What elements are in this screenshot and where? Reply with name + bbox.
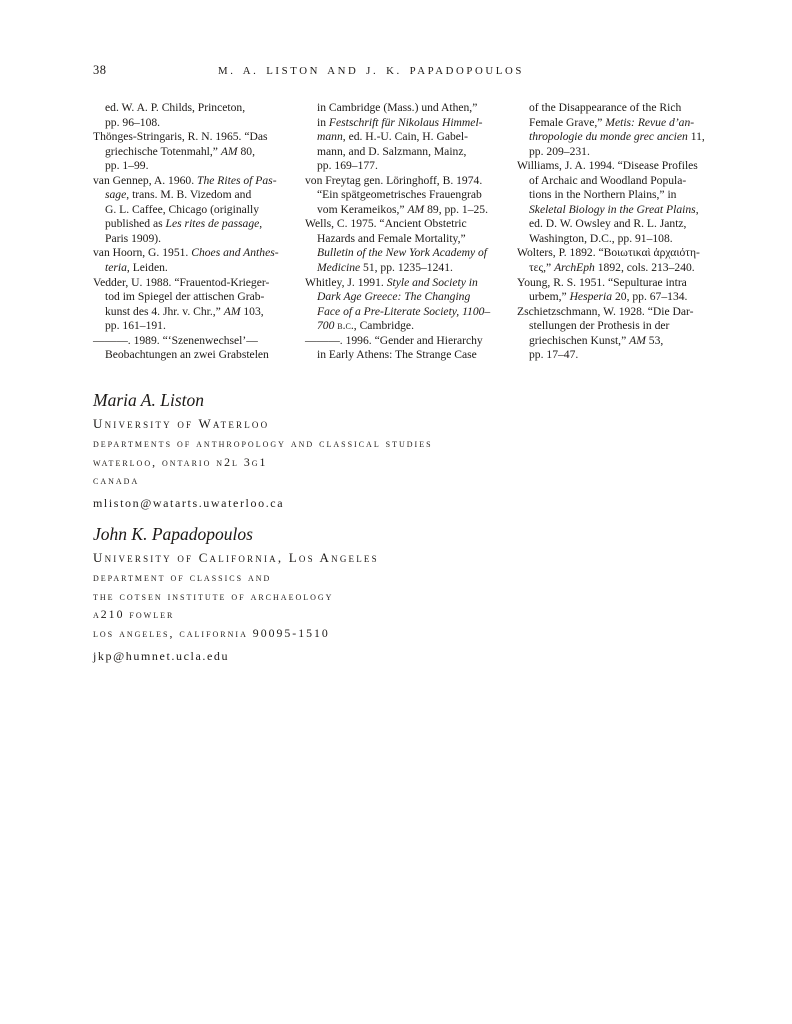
author-address-line: the cotsen institute of archaeology [93, 588, 334, 603]
bib-line: Washington, D.C., pp. 91–108. [529, 231, 673, 245]
page-number: 38 [93, 63, 107, 77]
bib-line: vom Kerameikos,” AM 89, pp. 1–25. [317, 202, 488, 216]
author-block [93, 390, 433, 510]
bib-line: ———. 1989. “‘Szenenwechsel’— [93, 333, 258, 347]
author-address-line: departments of anthropology and classical studies [93, 436, 433, 450]
bib-line: Paris 1909). [105, 231, 162, 245]
bib-line: ———. 1996. “Gender and Hierarchy [305, 333, 483, 347]
bib-line: griechische Totenmahl,” AM 80, [105, 144, 255, 158]
bib-line: mann, ed. H.-U. Cain, H. Gabel- [317, 130, 469, 144]
bib-line: Wells, C. 1975. “Ancient Obstetric [305, 217, 467, 231]
author-address-line: a210 fowler [93, 607, 175, 621]
bib-line: Beobachtungen an zwei Grabstelen [105, 348, 269, 362]
running-head: M. A. LISTON AND J. K. PAPADOPOULOS [218, 65, 524, 77]
bib-line: Female Grave,” Metis: Revue d’an- [529, 115, 695, 129]
bib-line: published as Les rites de passage, [105, 217, 263, 231]
bib-line: in Cambridge (Mass.) und Athen,” [317, 101, 478, 114]
bib-line: of Archaic and Woodland Popula- [529, 173, 687, 187]
bib-line: in Festschrift für Nikolaus Himmel- [317, 115, 483, 129]
bib-line: pp. 209–231. [529, 144, 590, 158]
bib-line: tions in the Northern Plains,” in [529, 188, 677, 202]
bib-line: Face of a Pre-Literate Society, 1100– [317, 304, 491, 318]
author-address-line: waterloo, ontario n2l 3g1 [93, 454, 268, 469]
bib-line: Thönges-Stringaris, R. N. 1965. “Das [93, 130, 268, 144]
bib-line: in Early Athens: The Strange Case [317, 348, 477, 362]
bib-line: mann, and D. Salzmann, Mainz, [317, 144, 467, 158]
bib-line: ed. W. A. P. Childs, Princeton, [105, 101, 246, 114]
bib-line: stellungen der Prothesis in der [529, 319, 670, 333]
bib-line: Vedder, U. 1988. “Frauentod-Krieger- [93, 275, 270, 289]
bib-line: Williams, J. A. 1994. “Disease Profiles [517, 159, 698, 173]
author-name: John K. Papadopoulos [93, 524, 253, 544]
bib-line: sage, trans. M. B. Vizedom and [105, 188, 252, 202]
bib-line: kunst des 4. Jhr. v. Chr.,” AM 103, [105, 304, 264, 318]
author-email: mliston@watarts.uwaterloo.ca [93, 496, 285, 510]
bib-line: τες,” ArchEph 1892, cols. 213–240. [529, 261, 695, 275]
author-email: jkp@humnet.ucla.edu [93, 648, 230, 663]
bib-line: Dark Age Greece: The Changing [317, 290, 471, 304]
bib-line: “Ein spätgeometrisches Frauengrab [317, 188, 482, 202]
bib-line: pp. 96–108. [105, 115, 161, 129]
page-header [93, 63, 732, 81]
authors-section [93, 390, 433, 663]
bib-line: pp. 1–99. [105, 159, 149, 173]
bib-line: Whitley, J. 1991. Style and Society in [305, 275, 478, 289]
author-address-line: department of classics and [93, 570, 272, 584]
author-address-line: canada [93, 473, 140, 487]
bib-line: von Freytag gen. Löringhoff, B. 1974. [305, 173, 483, 187]
author-address-line: los angeles, california 90095-1510 [93, 625, 330, 640]
bib-line: Medicine 51, pp. 1235–1241. [317, 261, 453, 275]
bib-line: Wolters, P. 1892. “Βοιωτικαὶ ἀρχαιότη- [517, 246, 700, 260]
bib-line: Bulletin of the New York Academy of [317, 246, 488, 260]
bib-line: Skeletal Biology in the Great Plains, [529, 202, 699, 216]
author-university: University of California, Los Angeles [93, 550, 379, 565]
bib-line: ed. D. W. Owsley and R. L. Jantz, [529, 217, 687, 231]
bib-line: van Gennep, A. 1960. The Rites of Pas- [93, 173, 277, 187]
bib-line: teria, Leiden. [105, 261, 168, 275]
bib-line: 700 b.c., Cambridge. [317, 319, 414, 333]
author-university: University of Waterloo [93, 416, 270, 431]
bib-line: Hazards and Female Mortality,” [317, 231, 466, 245]
bib-line: pp. 169–177. [317, 159, 378, 173]
author-address [93, 437, 433, 487]
bibliography-column-1 [93, 101, 293, 363]
bib-line: pp. 161–191. [105, 319, 166, 333]
bib-line: griechischen Kunst,” AM 53, [529, 333, 664, 347]
author-block [93, 524, 433, 663]
bib-line: thropologie du monde grec ancien 11, [529, 130, 705, 144]
author-name: Maria A. Liston [93, 390, 205, 410]
bib-line: van Hoorn, G. 1951. Choes and Anthes- [93, 246, 279, 260]
bib-line: Zschietzschmann, W. 1928. “Die Dar- [517, 304, 694, 318]
bib-line: urbem,” Hesperia 20, pp. 67–134. [529, 290, 688, 304]
bib-line: of the Disappearance of the Rich [529, 101, 682, 114]
bibliography-column-2 [305, 101, 505, 363]
bib-line: pp. 17–47. [529, 348, 579, 362]
bib-line: G. L. Caffee, Chicago (originally [105, 202, 260, 216]
bib-line: tod im Spiegel der attischen Grab- [105, 290, 265, 304]
bib-line: Young, R. S. 1951. “Sepulturae intra [517, 275, 687, 289]
author-address [93, 571, 433, 640]
bibliography-column-3 [517, 101, 717, 363]
bibliography [93, 101, 717, 363]
